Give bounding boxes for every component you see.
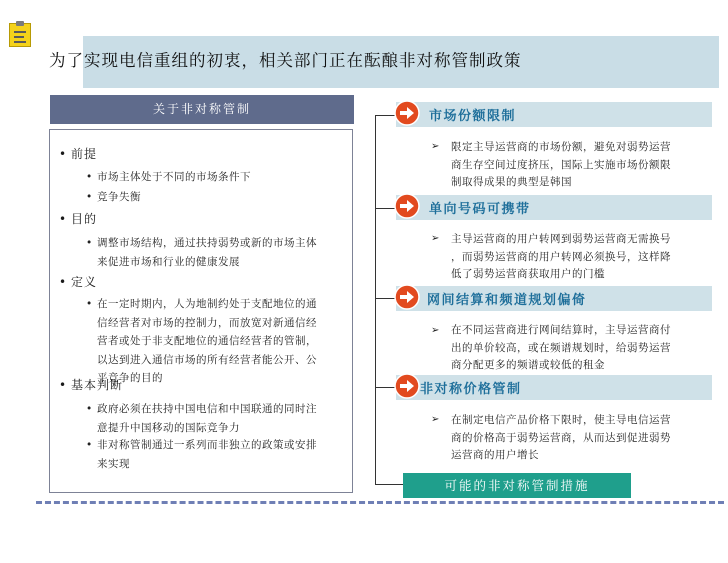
sub-item-text: 平竞争的目的 — [97, 372, 163, 384]
bullet-premise: • 前提 — [59, 147, 98, 161]
bullet-label: 目的 — [71, 212, 98, 226]
measure-title: 单向号码可携带 — [429, 202, 531, 217]
sub-item-text: 信经营者对市场的控制力，而放宽对新通信经 — [97, 316, 317, 329]
measure-title: 市场份额限制 — [429, 109, 517, 124]
sub-item-text: 市场主体处于不同的市场条件下 — [97, 171, 251, 183]
arrow-right-icon — [394, 284, 420, 310]
measure-description — [451, 139, 677, 192]
sub-item-text: 来促进市场和行业的健康发展 — [97, 255, 240, 268]
description-line: 低了弱势运营商获取用户的门槛 — [451, 268, 605, 280]
measure-description — [451, 231, 677, 284]
description-line: 商生存空间过度挤压，国际上实施市场份额限 — [451, 158, 671, 171]
sub-item: • 政府必须在扶持中国电信和中国联通的同时注 意提升中国移动的国际竞争力 — [86, 403, 317, 434]
connector — [375, 387, 396, 388]
measure-header-number-portability — [396, 195, 712, 220]
arrow-right-icon — [394, 373, 420, 399]
sub-item-text: 意提升中国移动的国际竞争力 — [97, 421, 240, 434]
sub-item-text: 以达到进入通信市场的所有经营者能公开、公 — [97, 353, 317, 366]
left-panel-header: 关于非对称管制 — [50, 95, 354, 124]
measure-description — [451, 322, 677, 375]
description-line: 商分配更多的频谱或较低的租金 — [451, 359, 605, 371]
sub-item-text: 非对称管制通过一系列而非独立的政策或安排 — [97, 439, 317, 451]
bullet-judgement: • 基本判断 — [59, 378, 124, 392]
sub-item: • 调整市场结构，通过扶持弱势或新的市场主体 来促进市场和行业的健康发展 — [86, 237, 317, 268]
description-line: 在不同运营商进行网间结算时，主导运营商付 — [451, 324, 671, 336]
page-title: 为了实现电信重组的初衷，相关部门正在酝酿非对称管制政策 — [49, 51, 522, 70]
connector — [375, 208, 396, 209]
sub-item-text: 营者或处于非支配地位的通信经营者的管制， — [97, 335, 317, 347]
bullet-definition: • 定义 — [59, 275, 98, 289]
connector — [375, 484, 403, 485]
description-line: 制取得成果的典型是韩国 — [451, 176, 572, 188]
connector — [375, 298, 396, 299]
chevron-right-icon: ➢ — [431, 414, 440, 425]
description-line: 运营商的用户增长 — [451, 449, 539, 461]
measure-title: 非对称价格管制 — [420, 382, 522, 397]
measure-description — [451, 412, 677, 465]
bullet-label: 基本判断 — [71, 378, 124, 392]
description-line: 商的价格高于弱势运营商，从而达到促进弱势 — [451, 431, 671, 444]
arrow-right-icon — [394, 193, 420, 219]
measure-header-price-regulation — [396, 375, 712, 400]
sub-item-text: 在一定时期内，人为地制约处于支配地位的通 — [97, 298, 317, 310]
sub-item: • 非对称管制通过一系列而非独立的政策或安排 来实现 — [86, 439, 317, 470]
sub-item-text: 调整市场结构，通过扶持弱势或新的市场主体 — [97, 237, 317, 249]
chevron-right-icon: ➢ — [431, 325, 440, 336]
footer-divider — [36, 501, 724, 504]
description-line: 主导运营商的用户转网到弱势运营商无需换号 — [451, 233, 671, 245]
bullet-purpose: • 目的 — [59, 212, 98, 226]
description-line: 限定主导运营商的市场份额，避免对弱势运营 — [451, 141, 671, 153]
bullet-label: 前提 — [71, 147, 98, 161]
note-icon — [9, 23, 31, 47]
sub-item-text: 竞争失衡 — [97, 191, 141, 203]
measure-header-market-share — [396, 102, 712, 127]
possible-measures-label: 可能的非对称管制措施 — [403, 473, 631, 498]
bullet-label: 定义 — [71, 275, 98, 289]
sub-item: • 在一定时期内，人为地制约处于支配地位的通 信经营者对市场的控制力，而放宽对新通信经 营者或处于非支配地位的通信经营者的管制， 以达到进入通信市场的所有经营者能公开、公 平竞争的目的 — [86, 298, 317, 384]
connector-vertical — [375, 115, 376, 484]
sub-item: • 竞争失衡 — [86, 191, 141, 203]
measure-title: 网间结算和频道规划偏倚 — [427, 293, 587, 308]
sub-item: • 市场主体处于不同的市场条件下 — [86, 171, 251, 183]
chevron-right-icon: ➢ — [431, 141, 440, 152]
description-line: 出的单价较高，或在频谱规划时，给弱势运营 — [451, 341, 671, 354]
sub-item-text: 来实现 — [97, 457, 130, 470]
sub-item-text: 政府必须在扶持中国电信和中国联通的同时注 — [97, 403, 317, 415]
arrow-right-icon — [394, 100, 420, 126]
chevron-right-icon: ➢ — [431, 233, 440, 244]
measure-header-settlement — [396, 286, 712, 311]
description-line: ，而弱势运营商的用户转网必须换号，这样降 — [451, 250, 671, 263]
description-line: 在制定电信产品价格下限时，使主导电信运营 — [451, 414, 671, 426]
connector — [375, 115, 396, 116]
